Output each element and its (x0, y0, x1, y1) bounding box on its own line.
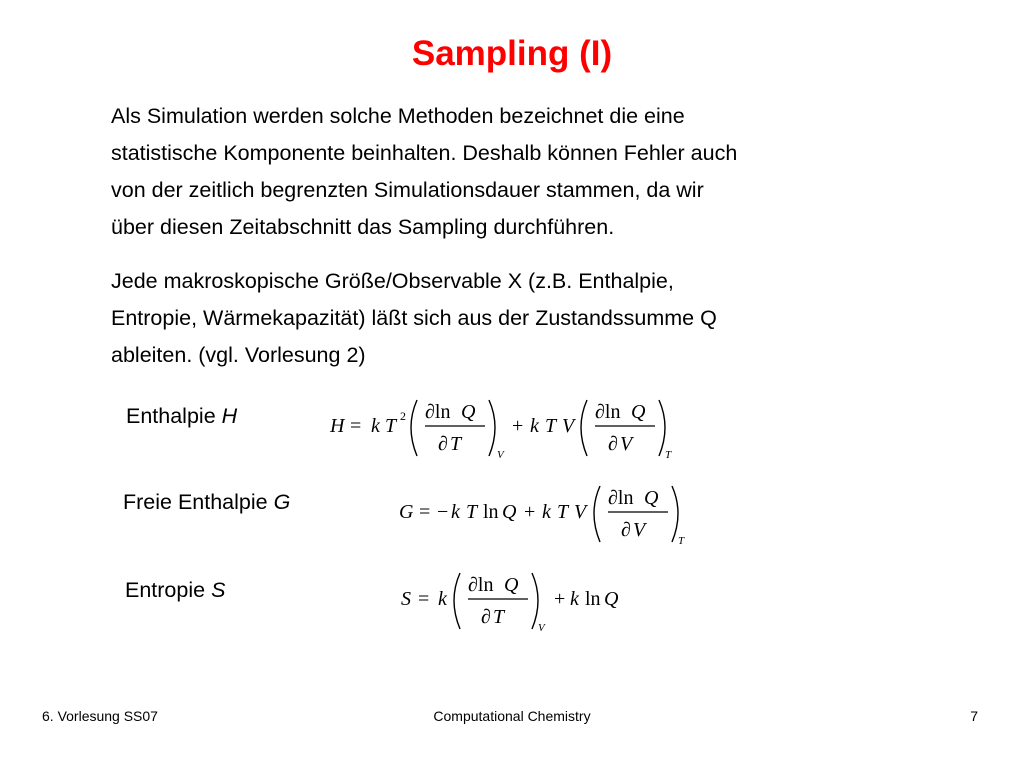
svg-text:Q: Q (502, 501, 517, 523)
svg-text:T: T (466, 501, 478, 523)
paragraph-observable (111, 263, 911, 374)
svg-text:Q: Q (461, 401, 476, 423)
svg-text:2: 2 (400, 409, 406, 423)
svg-text:V: V (562, 415, 575, 437)
svg-text:Q: Q (604, 588, 619, 610)
slide-title: Sampling (I) (411, 34, 613, 73)
svg-text:ln: ln (483, 501, 499, 523)
svg-text:+: + (524, 501, 536, 523)
svg-text:∂: ∂ (608, 433, 618, 455)
svg-text:Q: Q (631, 401, 646, 423)
formula-label-symbol: G (273, 490, 291, 514)
paragraph-simulation (111, 98, 911, 246)
formula-label-free-enthalpy (123, 490, 290, 515)
svg-text:T: T (557, 501, 569, 523)
svg-text:∂ln: ∂ln (425, 401, 451, 423)
svg-text:k: k (530, 415, 539, 437)
svg-text:S: S (401, 588, 411, 610)
svg-text:=: = (419, 501, 431, 523)
svg-text:k: k (451, 501, 460, 523)
svg-text:+: + (554, 588, 566, 610)
svg-text:T: T (493, 606, 505, 628)
svg-text:T: T (665, 449, 672, 461)
footer-lecture: 6. Vorlesung SS07 (42, 708, 158, 724)
svg-text:H: H (330, 415, 345, 437)
svg-text:∂: ∂ (621, 519, 631, 541)
formula-label-enthalpy (126, 404, 237, 429)
svg-text:∂: ∂ (438, 433, 448, 455)
svg-text:+: + (512, 415, 524, 437)
svg-text:k: k (438, 588, 447, 610)
equation-enthalpy (325, 392, 675, 464)
svg-text:=: = (350, 415, 362, 437)
svg-text:k: k (371, 415, 380, 437)
svg-text:ln: ln (585, 588, 601, 610)
footer-course: Computational Chemistry (433, 708, 591, 724)
svg-text:T: T (545, 415, 557, 437)
svg-text:G: G (399, 501, 414, 523)
svg-text:V: V (633, 519, 646, 541)
formula-label-symbol: H (221, 404, 238, 428)
formula-label-text: Enthalpie (126, 404, 216, 428)
svg-text:∂ln: ∂ln (468, 574, 494, 596)
svg-text:k: k (570, 588, 579, 610)
svg-text:V: V (538, 622, 545, 634)
formula-label-text: Entropie (125, 578, 206, 602)
equation-free-enthalpy (396, 478, 696, 550)
svg-text:T: T (450, 433, 462, 455)
svg-text:T: T (385, 415, 397, 437)
svg-text:Q: Q (504, 574, 519, 596)
svg-text:∂ln: ∂ln (608, 487, 634, 509)
svg-text:k: k (542, 501, 551, 523)
svg-text:∂: ∂ (481, 606, 491, 628)
svg-text:T: T (678, 535, 685, 547)
svg-text:−: − (437, 501, 449, 523)
paragraph-line: über diesen Zeitabschnitt das Sampling durchführen. (111, 215, 615, 239)
svg-text:V: V (574, 501, 587, 523)
footer-page-number: 7 (970, 708, 978, 724)
equation-entropy (398, 565, 638, 637)
paragraph-line: ableiten. (vgl. Vorlesung 2) (111, 343, 366, 367)
paragraph-line: Entropie, Wärmekapazität) läßt sich aus der Zustandssumme Q (111, 306, 717, 330)
formula-label-symbol: S (211, 578, 226, 602)
formula-label-text: Freie Enthalpie (123, 490, 268, 514)
svg-text:Q: Q (644, 487, 659, 509)
paragraph-line: von der zeitlich begrenzten Simulationsdauer stammen, da wir (111, 178, 704, 202)
svg-text:∂ln: ∂ln (595, 401, 621, 423)
svg-text:V: V (497, 449, 504, 461)
formula-label-entropy (125, 578, 225, 603)
svg-text:=: = (418, 588, 430, 610)
svg-text:V: V (620, 433, 633, 455)
paragraph-line: statistische Komponente beinhalten. Deshalb können Fehler auch (111, 141, 738, 165)
paragraph-line: Jede makroskopische Größe/Observable X (z.B. Enthalpie, (111, 269, 674, 293)
paragraph-line: Als Simulation werden solche Methoden bezeichnet die eine (111, 104, 685, 128)
